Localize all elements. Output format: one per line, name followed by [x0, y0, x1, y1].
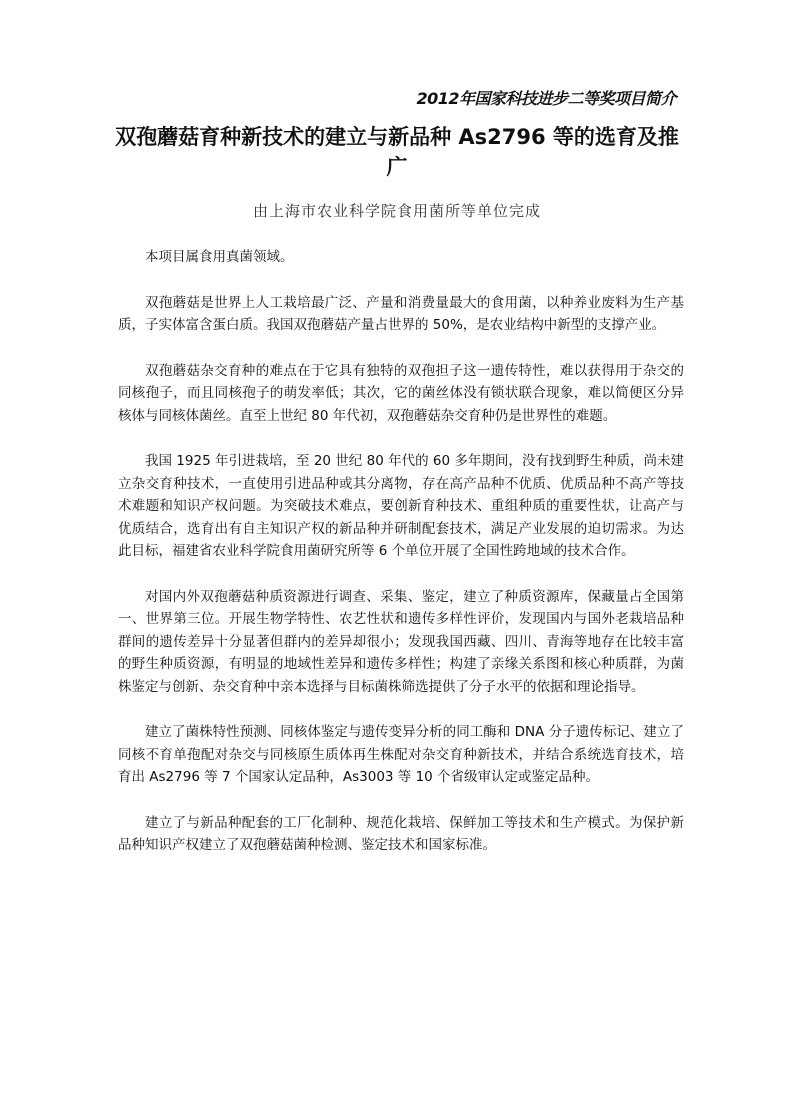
paragraph-6: 建立了菌株特性预测、同核体鉴定与遗传变异分析的同工酶和 DNA 分子遗传标记、建立了同核不育单孢配对杂交与同核原生质体再生株配对杂交育种新技术，并结合系统选育技术，培育出 As2796 等 7 个国家认定品种，As3003 等 10 个省级审认定或鉴定品种。	[118, 724, 684, 785]
paragraph-2: 双孢蘑菇是世界上人工栽培最广泛、产量和消费量最大的食用菌，以种养业废料为生产基质，子实体富含蛋白质。我国双孢蘑菇产量占世界的 50%，是农业结构中新型的支撑产业。	[118, 294, 684, 333]
paragraph-5: 对国内外双孢蘑菇种质资源进行调查、采集、鉴定，建立了种质资源库，保藏量占全国第一、世界第三位。开展生物学特性、农艺性状和遗传多样性评价，发现国内与国外老栽培品种群间的遗传差异十分显著但群内的差异却很小；发现我国西藏、四川、青海等地存在比较丰富的野生种质资源，有明显的地域性差异和遗传多样性；构建了亲缘关系图和核心种质群，为菌株鉴定与创新、杂交育种中亲本选择与目标菌株筛选提供了分子水平的依据和理论指导。	[118, 588, 684, 695]
award-header: 2012年国家科技进步二等奖项目简介	[416, 89, 676, 108]
document-body	[118, 246, 684, 880]
paragraph-3: 双孢蘑菇杂交育种的难点在于它具有独特的双孢担子这一遗传特性，难以获得用于杂交的同核孢子，而且同核孢子的萌发率低；其次，它的菌丝体没有锁状联合现象，难以简便区分异核体与同核体菌丝。直至上世纪 80 年代初，双孢蘑菇杂交育种仍是世界性的难题。	[118, 362, 684, 424]
document-title: 双孢蘑菇育种新技术的建立与新品种 As2796 等的选育及推广	[115, 125, 679, 179]
document-subtitle: 由上海市农业科学院食用菌所等单位完成	[252, 202, 541, 220]
paragraph-4: 我国 1925 年引进栽培，至 20 世纪 80 年代的 60 多年期间，没有找到野生种质，尚未建立杂交育种技术，一直使用引进品种或其分离物，存在高产品种不优质、优质品种不高产等技术难题和知识产权问题。为突破技术难点，要创新育种技术、重组种质的重要性状，让高产与优质结合，选育出有自主知识产权的新品种并研制配套技术，满足产业发展的迫切需求。为达此目标，福建省农业科学院食用菌研究所等 6 个单位开展了全国性跨地域的技术合作。	[118, 453, 684, 559]
paragraph-1: 本项目属食用真菌领域。	[145, 249, 294, 265]
paragraph-7: 建立了与新品种配套的工厂化制种、规范化栽培、保鲜加工等技术和生产模式。为保护新品种知识产权建立了双孢蘑菇菌种检测、鉴定技术和国家标准。	[118, 814, 684, 853]
